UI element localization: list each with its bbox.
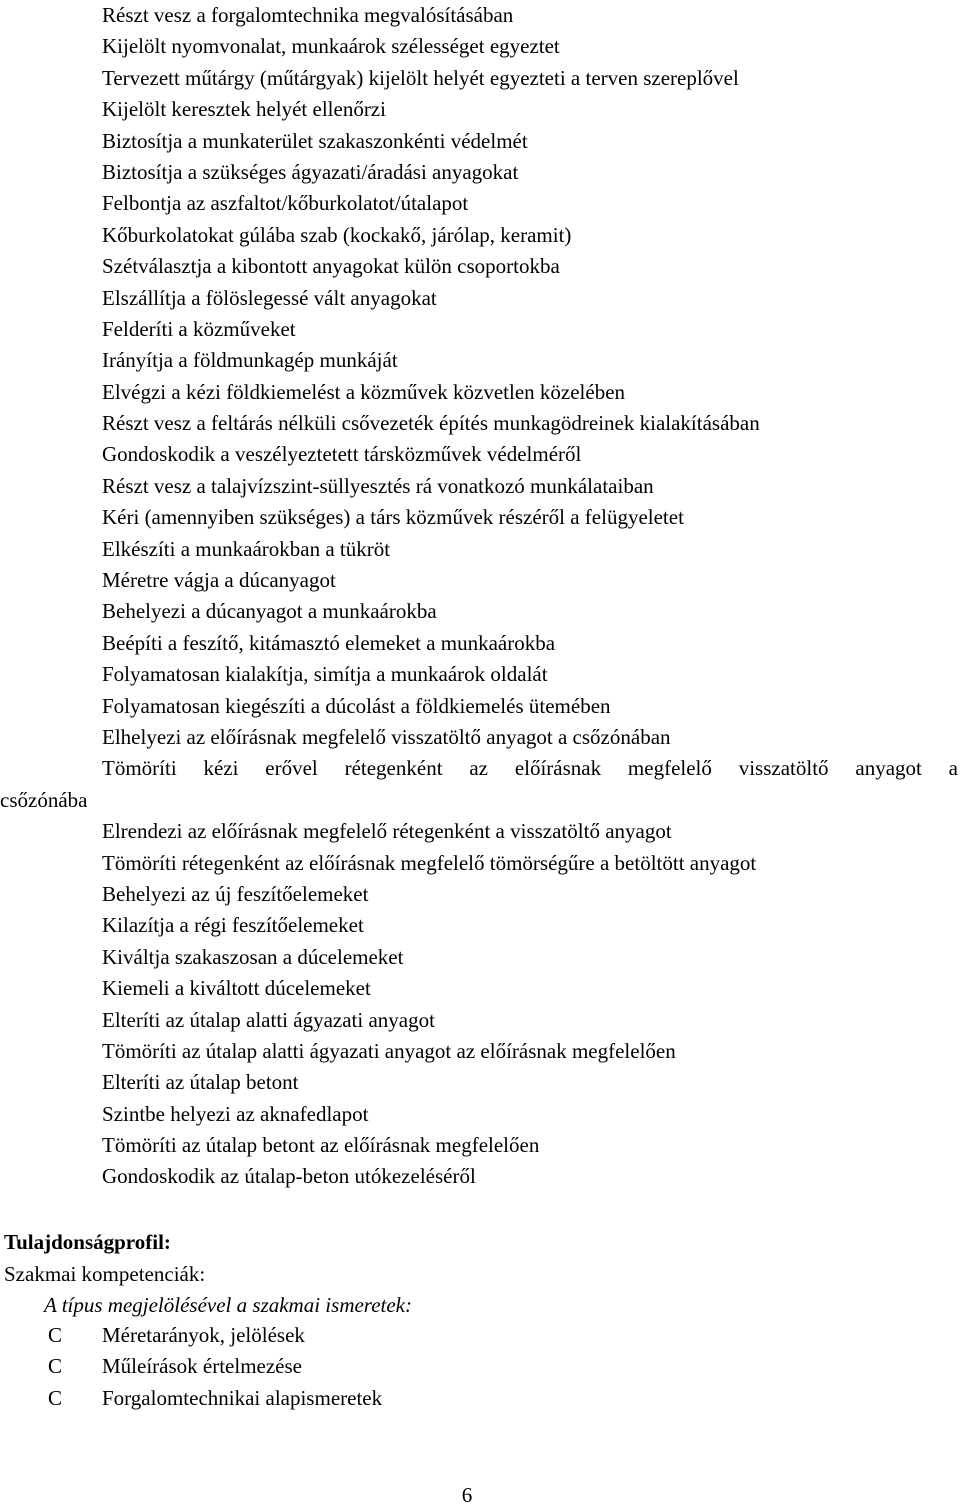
wrapped-list-item — [0, 753, 958, 816]
competence-text: Műleírások értelmezése — [102, 1354, 302, 1379]
list-item: Tömöríti az útalap betont az előírásnak megfelelően — [102, 1133, 540, 1158]
list-item: Beépíti a feszítő, kitámasztó elemeket a munkaárokba — [102, 630, 556, 655]
list-item: Részt vesz a forgalomtechnika megvalósításában — [102, 3, 514, 27]
list-item: Kijelölt nyomvonalat, munkaárok szélességet egyeztet — [102, 34, 560, 59]
competence-level: C — [48, 1354, 63, 1379]
list-item: Szétválasztja a kibontott anyagokat külön csoportokba — [102, 254, 560, 279]
list-item: Kilazítja a régi feszítőelemeket — [102, 913, 364, 938]
list-item: Kiemeli a kiváltott dúcelemeket — [102, 976, 371, 1001]
list-item: Tervezett műtárgy (műtárgyak) kijelölt helyét egyezteti a terven szereplővel — [102, 65, 739, 90]
list-item: Behelyezi a dúcanyagot a munkaárokba — [102, 599, 437, 624]
competence-level: C — [48, 1323, 63, 1347]
list-item: Irányítja a földmunkagép munkáját — [102, 348, 398, 373]
list-item: Gondoskodik a veszélyeztetett társközművek védelméről — [102, 442, 582, 467]
list-item: Elszállítja a fölöslegessé vált anyagokat — [102, 285, 437, 310]
wrapped-line-2: csőzónába — [0, 787, 88, 812]
list-item: Felbontja az aszfaltot/kőburkolatot/útalapot — [102, 191, 469, 216]
list-item: Kijelölt keresztek helyét ellenőrzi — [102, 97, 386, 122]
list-item: Biztosítja a munkaterület szakaszonkénti védelmét — [102, 128, 528, 153]
list-item: Kéri (amennyiben szükséges) a társ közművek részéről a felügyeletet — [102, 505, 684, 530]
list-item: Elvégzi a kézi földkiemelést a közművek közvetlen közelében — [102, 379, 626, 404]
list-item: Méretre vágja a dúcanyagot — [102, 568, 336, 593]
section-heading: Tulajdonságprofil: — [4, 1230, 171, 1254]
list-item: Gondoskodik az útalap-beton utókezeléséről — [102, 1164, 476, 1189]
page-number: 6 — [461, 1483, 473, 1507]
list-item: Elteríti az útalap alatti ágyazati anyagot — [102, 1007, 435, 1032]
list-item: Kiváltja szakaszosan a dúcelemeket — [102, 944, 404, 969]
list-item: Kőburkolatokat gúlába szab (kockakő, járólap, keramit) — [102, 222, 572, 247]
list-item: Elhelyezi az előírásnak megfelelő visszatöltő anyagot a csőzónában — [102, 724, 671, 749]
list-item: Szintbe helyezi az aknafedlapot — [102, 1101, 369, 1126]
italic-label: A típus megjelölésével a szakmai ismeretek: — [44, 1293, 412, 1317]
competence-text: Méretarányok, jelölések — [102, 1323, 305, 1347]
list-item: Behelyezi az új feszítőelemeket — [102, 881, 369, 906]
list-item: Részt vesz a talajvízszint-süllyesztés rá vonatkozó munkálataiban — [102, 473, 654, 498]
list-item: Felderíti a közműveket — [102, 316, 296, 341]
competence-level: C — [48, 1385, 63, 1410]
list-item: Elrendezi az előírásnak megfelelő rétegenként a visszatöltő anyagot — [102, 819, 672, 844]
list-item: Elteríti az útalap betont — [102, 1070, 299, 1095]
list-item: Elkészíti a munkaárokban a tükröt — [102, 536, 391, 561]
wrapped-line-1: Tömöríti kézi erővel rétegenként az előírásnak megfelelő visszatöltő anyagot a — [102, 756, 958, 781]
list-item: Részt vesz a feltárás nélküli csővezeték építés munkagödreinek kialakításában — [102, 411, 760, 436]
list-item: Folyamatosan kialakítja, simítja a munkaárok oldalát — [102, 662, 548, 687]
competence-text: Forgalomtechnikai alapismeretek — [102, 1385, 383, 1410]
section-subheading: Szakmai kompetenciák: — [4, 1262, 206, 1286]
list-item: Folyamatosan kiegészíti a dúcolást a földkiemelés ütemében — [102, 693, 611, 718]
list-item: Biztosítja a szükséges ágyazati/áradási anyagokat — [102, 159, 519, 184]
list-item: Tömöríti az útalap alatti ágyazati anyagot az előírásnak megfelelően — [102, 1038, 676, 1063]
list-item: Tömöríti rétegenként az előírásnak megfelelő tömörségűre a betöltött anyagot — [102, 850, 757, 875]
